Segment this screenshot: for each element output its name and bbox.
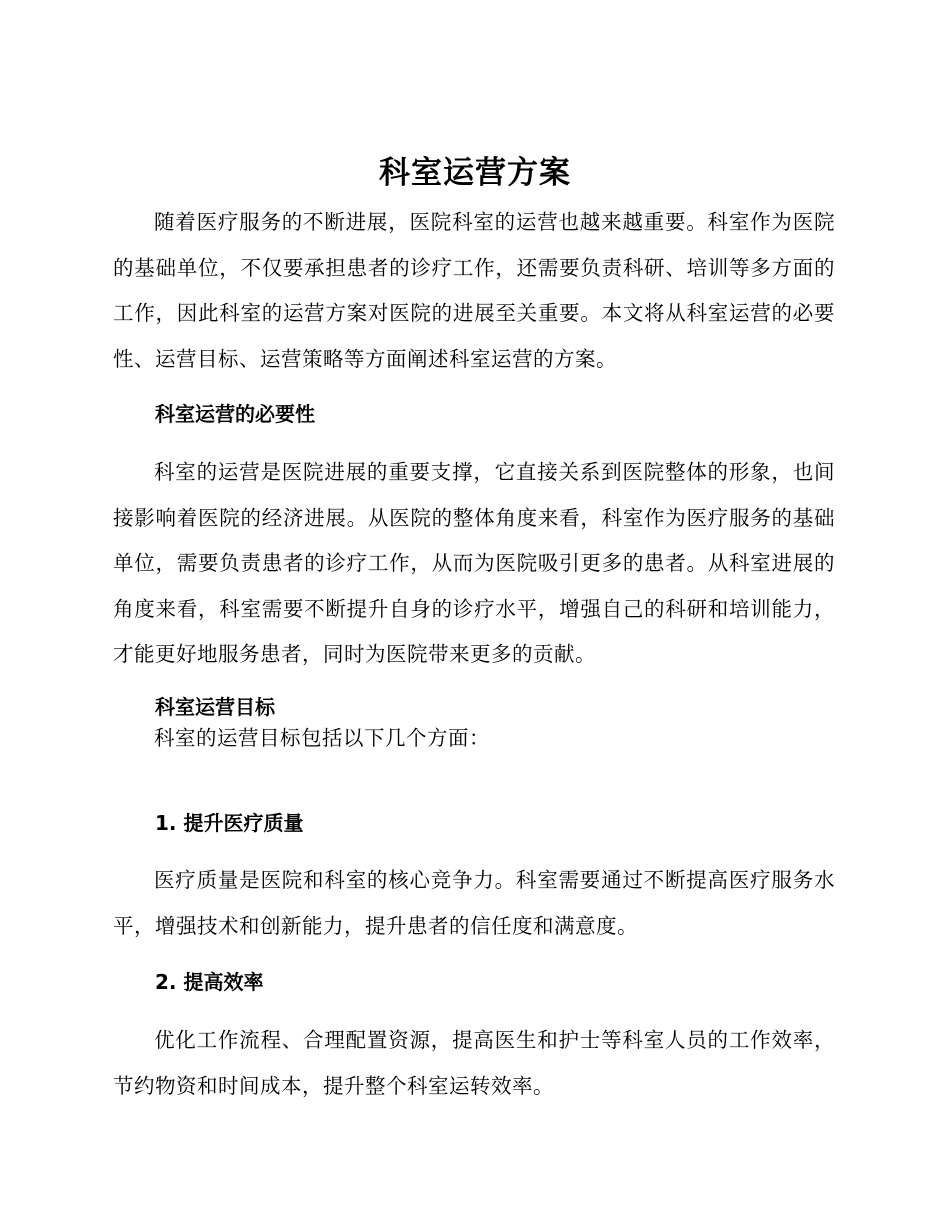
subsection-paragraph-quality: 医疗质量是医院和科室的核心竞争力。科室需要通过不断提高医疗服务水平，增强技术和创新能力，提升患者的信任度和满意度。 — [113, 868, 835, 938]
section-paragraph-necessity: 科室的运营是医院进展的重要支撑，它直接关系到医院整体的形象，也间接影响着医院的经济进展。从医院的整体角度来看，科室作为医疗服务的基础单位，需要负责患者的诊疗工作，从而为医院吸引更多的患者。从科室进展的角度来看，科室需要不断提升自身的诊疗水平，增强自己的科研和培训能力，才能更好地服务患者，同时为医院带来更多的贡献。 — [113, 460, 835, 666]
subsection-heading-quality: 1. 提升医疗质量 — [155, 811, 304, 835]
section-paragraph-goals: 科室的运营目标包括以下几个方面： — [154, 726, 490, 750]
section-heading-necessity: 科室运营的必要性 — [155, 402, 315, 426]
intro-paragraph: 随着医疗服务的不断进展，医院科室的运营也越来越重要。科室作为医院的基础单位，不仅要承担患者的诊疗工作，还需要负责科研、培训等多方面的工作，因此科室的运营方案对医院的进展至关重要。本文将从科室运营的必要性、运营目标、运营策略等方面阐述科室运营的方案。 — [113, 210, 835, 371]
subsection-paragraph-efficiency: 优化工作流程、合理配置资源，提高医生和护士等科室人员的工作效率，节约物资和时间成本，提升整个科室运转效率。 — [113, 1028, 835, 1098]
subsection-heading-efficiency: 2. 提高效率 — [155, 970, 264, 994]
document-title: 科室运营方案 — [379, 155, 571, 191]
section-heading-goals: 科室运营目标 — [155, 695, 275, 719]
